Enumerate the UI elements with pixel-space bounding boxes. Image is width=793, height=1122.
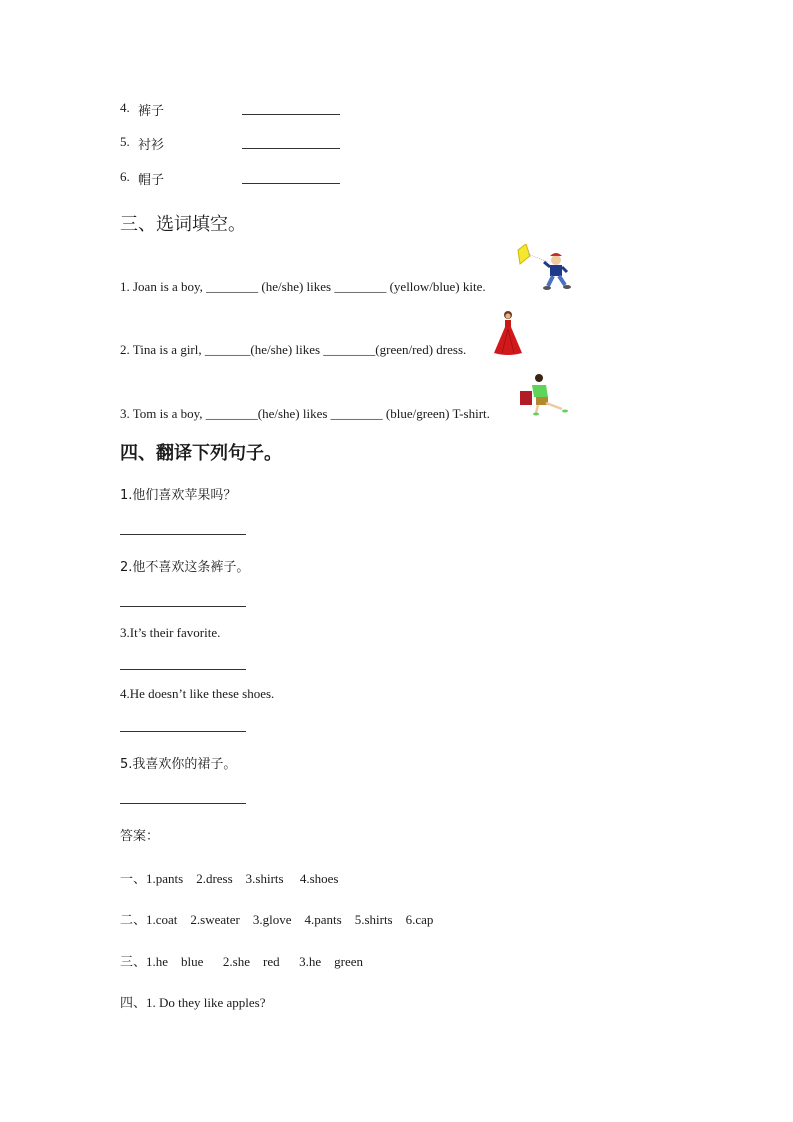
- fill-blank-item-2: 2. Tina is a girl, _______(he/she) likes ________(green/red) dress.: [120, 342, 467, 357]
- answer-line-4: [120, 992, 266, 1011]
- answer-text: 1.he blue 2.she red 3.he green: [146, 954, 363, 969]
- fill-blank-item-1: 1. Joan is a boy, ________ (he/she) likes ________ (yellow/blue) kite.: [120, 279, 486, 294]
- answer-text: 1.coat 2.sweater 3.glove 4.pants 5.shirts 6.cap: [146, 912, 434, 927]
- translate-item-2: 2.他不喜欢这条裤子。: [120, 560, 250, 575]
- boy-in-green-tshirt-icon: [518, 373, 572, 417]
- section-3-title: 三、选词填空。: [120, 214, 246, 235]
- answer-blank[interactable]: [242, 183, 340, 184]
- translate-item-5: 5.我喜欢你的裙子。: [120, 757, 237, 772]
- vocab-word: 衬衫: [138, 138, 165, 153]
- answer-prefix: 一、: [120, 872, 147, 887]
- answer-prefix: 三、: [120, 955, 147, 970]
- answer-blank[interactable]: [242, 114, 340, 115]
- vocab-number: 5.: [120, 134, 130, 149]
- vocab-number: 4.: [120, 100, 130, 115]
- answer-prefix: 四、: [120, 996, 147, 1011]
- answer-text: 1.pants 2.dress 3.shirts 4.shoes: [146, 871, 339, 886]
- boy-with-kite-icon: [510, 244, 574, 294]
- translate-item-4: 4.He doesn’t like these shoes.: [120, 686, 275, 701]
- answer-blank[interactable]: [120, 534, 246, 535]
- answer-prefix: 二、: [120, 913, 147, 928]
- answer-line-3: [120, 951, 363, 970]
- answer-blank[interactable]: [120, 669, 246, 670]
- girl-in-red-dress-icon: [492, 309, 524, 357]
- answer-blank[interactable]: [242, 148, 340, 149]
- vocab-number: 6.: [120, 169, 130, 184]
- answer-blank[interactable]: [120, 803, 246, 804]
- answer-text: 1. Do they like apples?: [146, 995, 266, 1010]
- section-4-title: 四、翻译下列句子。: [120, 443, 282, 464]
- answer-line-1: [120, 868, 338, 887]
- answer-line-2: [120, 909, 433, 928]
- fill-blank-item-3: 3. Tom is a boy, ________(he/she) likes ________ (blue/green) T-shirt.: [120, 406, 490, 421]
- answers-label: 答案：: [120, 829, 160, 844]
- vocab-word: 裤子: [138, 104, 165, 119]
- answer-blank[interactable]: [120, 731, 246, 732]
- translate-item-1: 1.他们喜欢苹果吗？: [120, 488, 237, 503]
- vocab-word: 帽子: [138, 173, 165, 188]
- answer-blank[interactable]: [120, 606, 246, 607]
- translate-item-3: 3.It’s their favorite.: [120, 625, 221, 640]
